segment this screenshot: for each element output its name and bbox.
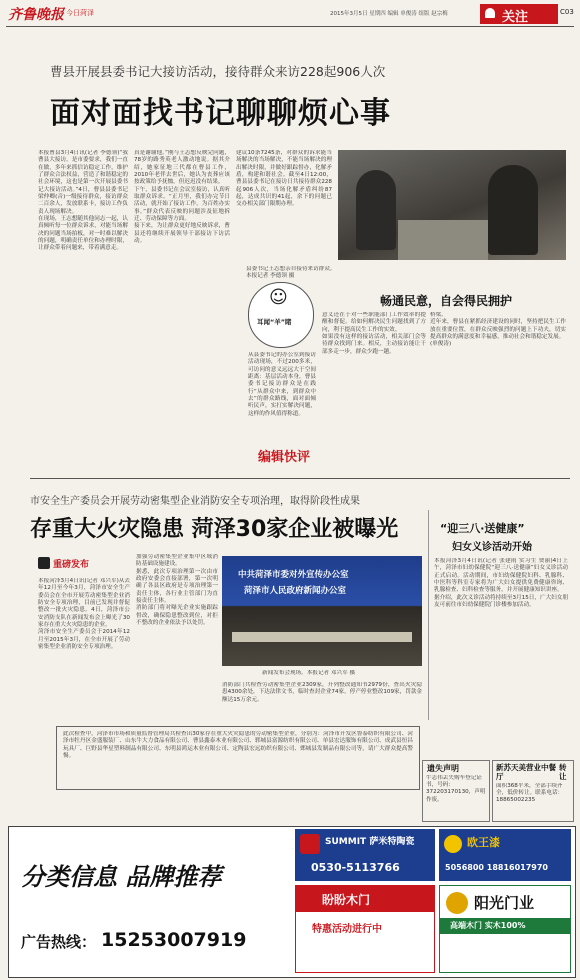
classified-banner-title: 分类信息 品牌推荐 [21,862,222,891]
article2-subtitle: 市安全生产委员会开展劳动密集型企业消防安全专项治理，取得阶段性成果 [30,496,360,507]
store-transfer-title: 新苏天美营业中餐厅 [496,763,556,781]
summit-logo-icon [300,834,320,854]
ouwang-logo-icon [444,835,462,853]
summit-name: SUMMIT 萨米特陶瓷 [325,837,415,847]
sidebar-divider [428,510,429,720]
article2-col1: 本报菏泽3月4日讯(记者 邓兴军)从去年12月至今年3月，菏泽市安全生产委员会在全市开展劳动密集型企业消防安全专项治理，目前已发现并督促整改一批火灾隐患。4日，菏泽市公安消防支队在新闻发布会上曝光了30家存在重大火灾隐患的企业。 菏泽市安全生产委员会于2014年12月至2015年3月，在全市开展了劳动密集型企业消防安全专项治理。 [38,578,130,651]
article2-col2: 加强劳动密集型企业集中区域消防基础设施建设。 据悉，此次专项治理第一次由市政府安委会直接部署，第一次明确了各县区政府是专项治理第一责任主体，各行业主管部门为直接责任主体。 消防部门将对曝光企业实施跟踪督改，确保隐患整改到位，对拒不整改的企业依法予以处罚。 [136,554,218,627]
commentary-headline: 畅通民意，自会得民拥护 [380,294,513,308]
notice-box [56,726,420,790]
commentary-body-mid: 意义还在于对一些职能部门工作效率的提醒和督促。给如何解决民生问题找到了方向，利于提高民生工作的实效。 如果没有这样的接访活动，相关部门会等待群众找到门来。相反，主动接访能让干部多走一步，群众少跑一趟。 [322,312,426,355]
date-line: 2015年3月5日 星期四 编辑 单俊涛 组版 赵宗梅 [330,11,448,17]
badge-label: 重磅发布 [53,560,90,570]
page-header [0,0,580,26]
megaphone-icon [38,557,50,569]
hotline-number: 15253007919 [101,929,247,951]
header-rule [6,26,574,27]
masthead-logo: 齐鲁晚报 [8,7,64,23]
commentary-body-left: 从县委书记的办公室到接访活动现场，不过200多米，可访问的意义远远大于空间距离：基层活动本身，曹县委书记接访群众是在践行“从群众中来，到群众中去”的群众路线，面对面倾听民声，实打实解决问题，这样的作风值得称道。 [248,352,316,417]
section-divider-1 [30,478,570,479]
page-number: C03 [560,8,574,16]
panpan-door-ad[interactable] [295,885,435,973]
edition-tag: 今日菏泽 [66,9,94,17]
ouwang-phone: 5056800 18816017970 [445,863,548,872]
article1-col2: 真是谢谢他。”刚与王志想反映完问题，78岁的路秀英老人激动地说。据其介绍，她家征地三代都在曹县工作，2010年老伴去世后，她认为丧葬应该按政策给予抚恤，但迟迟没有结果。 下午，县委书记在会议室接访，认真听取群众诉求。“正月里，我们办完节日活动，就开始了接访工作，为百姓办实事。”群众代表反映的问题涉及征地拆迁、劳动保障等方面。 接下来，为让群众更好地反映诉求，曹县还将继续开展领导干部接访下访活动。 [134,150,230,245]
photo-person-right [488,165,538,255]
ouwang-name: 欧王漆 [467,836,500,849]
article2-badge [38,554,96,572]
lost-notice-ad [422,760,490,822]
commentary-body-right: 桥梁。 近年来，曹县在紧抓经济建设的同时，坚持把民生工作放在重要位置，在群众反映强烈的问题上下功夫，切实提高群众的满意度和幸福感，推动社会和谐稳定发展。 (单俊涛) [430,312,566,348]
store-transfer-ad [492,760,574,822]
caricature-icon: ☺ [269,287,288,308]
photo-banner-1: 中共菏泽市委对外宣传办公室 [238,570,349,580]
lost-notice-body: 牛志伟丢失购车登记证书，号码：372203170130，声明作废。 [426,775,486,803]
ouwang-paint-ad[interactable] [439,829,571,881]
section-title: 关注 [502,10,529,25]
stamp-label: 耳闻“羊”睹 [257,318,292,326]
article2-photo [222,556,422,666]
store-transfer-side: 转让 [559,763,567,781]
photo-table [398,220,488,260]
sidebar-subhead: 妇女义诊活动开始 [452,542,532,553]
bell-icon [485,8,495,18]
commentary-stamp [248,282,314,348]
article1-col3: 建议10条7245条，对群众的诉求能当场解决的当场解决，不能当场解决的理出解决时限，并做好跟踪督办，化解矛盾，构建和谐社会。截至4日12:00，曹县县委书记在接访日共接待群众228起906人次，当场化解矛盾纠纷87起，达成共识的41起，余下的问题已交办相关部门限期办理。 [236,150,332,208]
article2-col3: 消防部门共检查劳动密集型企业2309家，开列整改通知书2979份，查出火灾隐患4300余处，下达法律文书，临时查封企业74家，停产停业整改109家，罚款金额达15万余元。 [222,682,422,703]
commentary-byline: 编辑快评 [258,450,311,465]
photo-banner-2: 菏泽市人民政府新闻办公室 [244,586,347,596]
sidebar-body: 本报菏泽3月4日讯(记者 张建雨 实习生 贾丽)4日上午，菏泽市妇幼保健院“迎三八·送健康”妇女义诊活动正式启动。活动期间，市妇幼保健院妇科、乳腺科、中医科等科室专家将为广大妇女提供免费健康咨询、乳腺检查、妇科检查等服务，并开展健康知识讲座。 据介绍，此次义诊活动将持续至3月15日，广大妇女朋友可前往市妇幼保健院门诊楼参加活动。 [434,558,568,609]
article1-photo [338,150,566,260]
section-tab [480,4,558,24]
sidebar-headline: “迎三八·送健康” [440,522,525,535]
article1-photo-caption: 县委书记王志想亲自接待来访群众。 本报记者 李德领 摄 [246,266,336,280]
panpan-name: 盼盼木门 [322,893,371,907]
summit-phone: 0530-5113766 [311,861,400,874]
notice-box-text: 此次检查中，菏泽市市场和质量监督管理局共检查出30家存在重大火灾隐患的劳动密集型企业，分别为：菏泽市开发区鲁泰纺织有限公司、菏泽市牡丹区金盛服装厂、山东牛大力食品有限公司、曹县鑫泰木业有限公司、郓城县富源纺织有限公司、单县宏达服饰有限公司、成武县恒昌玩具厂、巨野县华星塑料制品有限公司、东明县鸿运木业有限公司、定陶县宏远纺织有限公司、鄄城县发制品有限公司等，请广大群众提高警惕。 [63,731,413,760]
article2-photo-caption: 新闻发布会现场。本报记者 邓兴军 摄 [262,670,356,676]
panpan-slogan: 特惠活动进行中 [312,924,382,935]
store-transfer-body: 面积368平米，全部手续齐全，低价转让。联系电话：18865002235 [496,783,564,804]
yangguang-slogan: 高端木门 实木100% [450,921,526,930]
yangguang-door-ad[interactable] [439,885,571,973]
hotline-label: 广告热线： [21,933,97,951]
yangguang-logo-icon [446,892,468,914]
photo-person-left [356,170,396,250]
lost-notice-title: 遗失声明 [427,764,459,773]
article1-headline: 面对面找书记聊聊烦心事 [50,96,391,131]
classified-section [8,826,576,978]
article2-headline: 存重大火灾隐患 菏泽30家企业被曝光 [30,517,399,542]
article1-col1: 本报曹县3月4日讯(记者 李德领)“我曹县大接访，是市委要求，我们一直在做，多年来抓信访稳定工作，维护了群众合法权益，营造了和谐稳定的社会环境，这也是第一次开展县委书记大接访活动。”4日，曹县县委书记梁仲卿(音)一级接待群众，接访群众二百余人，发放联系卡，接访工作负责人现场解决。 在现场，王志想随其他同志一起，认真倾听每一位群众诉求，对能当场解决的问题当场拍板，对一时难以解决的问题，明确责任单位和办理时限，让群众带着问题来，带着满意走。 [38,150,128,252]
yangguang-name: 阳光门业 [474,894,535,912]
article1-subtitle: 曹县开展县委书记大接访活动，接待群众来访228起906人次 [50,64,386,79]
photo-desk [232,632,412,642]
summit-ceramics-ad[interactable] [295,829,435,881]
